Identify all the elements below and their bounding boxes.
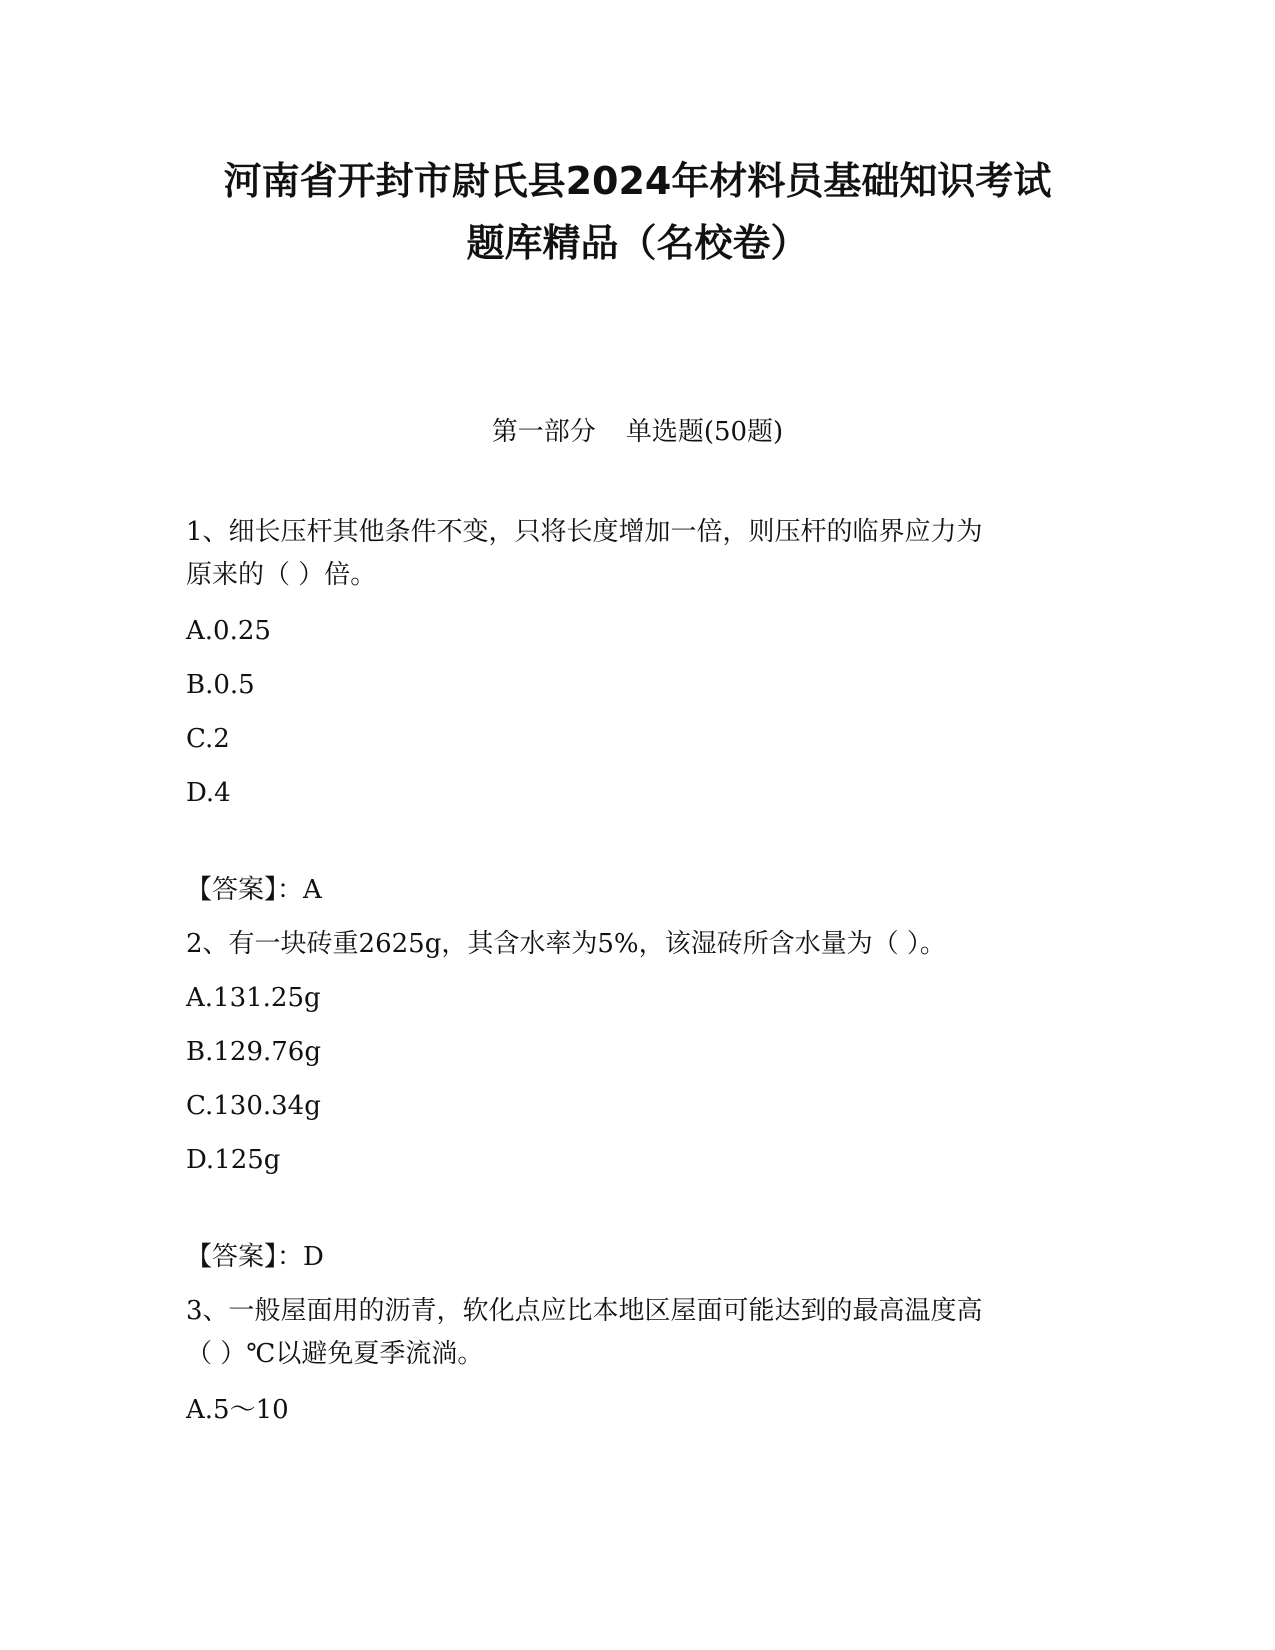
question-2-option-d: D.125g — [186, 1145, 281, 1175]
title-line-1: 河南省开封市尉氏县2024年材料员基础知识考试 — [223, 159, 1052, 203]
question-1-stem-line-2: 原来的（ ）倍。 — [186, 560, 377, 590]
question-1-option-b: B.0.5 — [186, 670, 255, 700]
answer-value: A — [303, 875, 322, 905]
section-part: 第一部分 — [491, 417, 596, 447]
question-3-stem-line-1: 3、一般屋面用的沥青，软化点应比本地区屋面可能达到的最高温度高 — [186, 1296, 983, 1326]
section-name: 单选题(50题) — [625, 417, 784, 447]
question-2-option-c: C.130.34g — [186, 1091, 321, 1121]
question-1-option-d: D.4 — [186, 778, 231, 808]
section-heading — [0, 414, 1275, 450]
question-1-option-c: C.2 — [186, 724, 230, 754]
question-1-option-a: A.0.25 — [186, 616, 271, 646]
question-2-stem-line-1: 2、有一块砖重2625g，其含水率为5%，该湿砖所含水量为（ ）。 — [186, 929, 946, 959]
question-3-option-a: A.5～10 — [186, 1395, 289, 1425]
question-2-option-b: B.129.76g — [186, 1037, 321, 1067]
title-line-2: 题库精品（名校卷） — [466, 221, 809, 265]
question-2-option-a: A.131.25g — [186, 983, 321, 1013]
answer-label: 【答案】： — [186, 1242, 304, 1272]
question-1-answer — [186, 870, 322, 910]
question-1-stem-line-1: 1、细长压杆其他条件不变，只将长度增加一倍，则压杆的临界应力为 — [186, 517, 983, 547]
question-2-answer — [186, 1237, 324, 1277]
answer-label: 【答案】： — [186, 875, 304, 905]
question-3-stem-line-2: （ ）℃以避免夏季流淌。 — [186, 1339, 484, 1369]
answer-value: D — [303, 1242, 324, 1272]
document-title — [150, 150, 1125, 274]
